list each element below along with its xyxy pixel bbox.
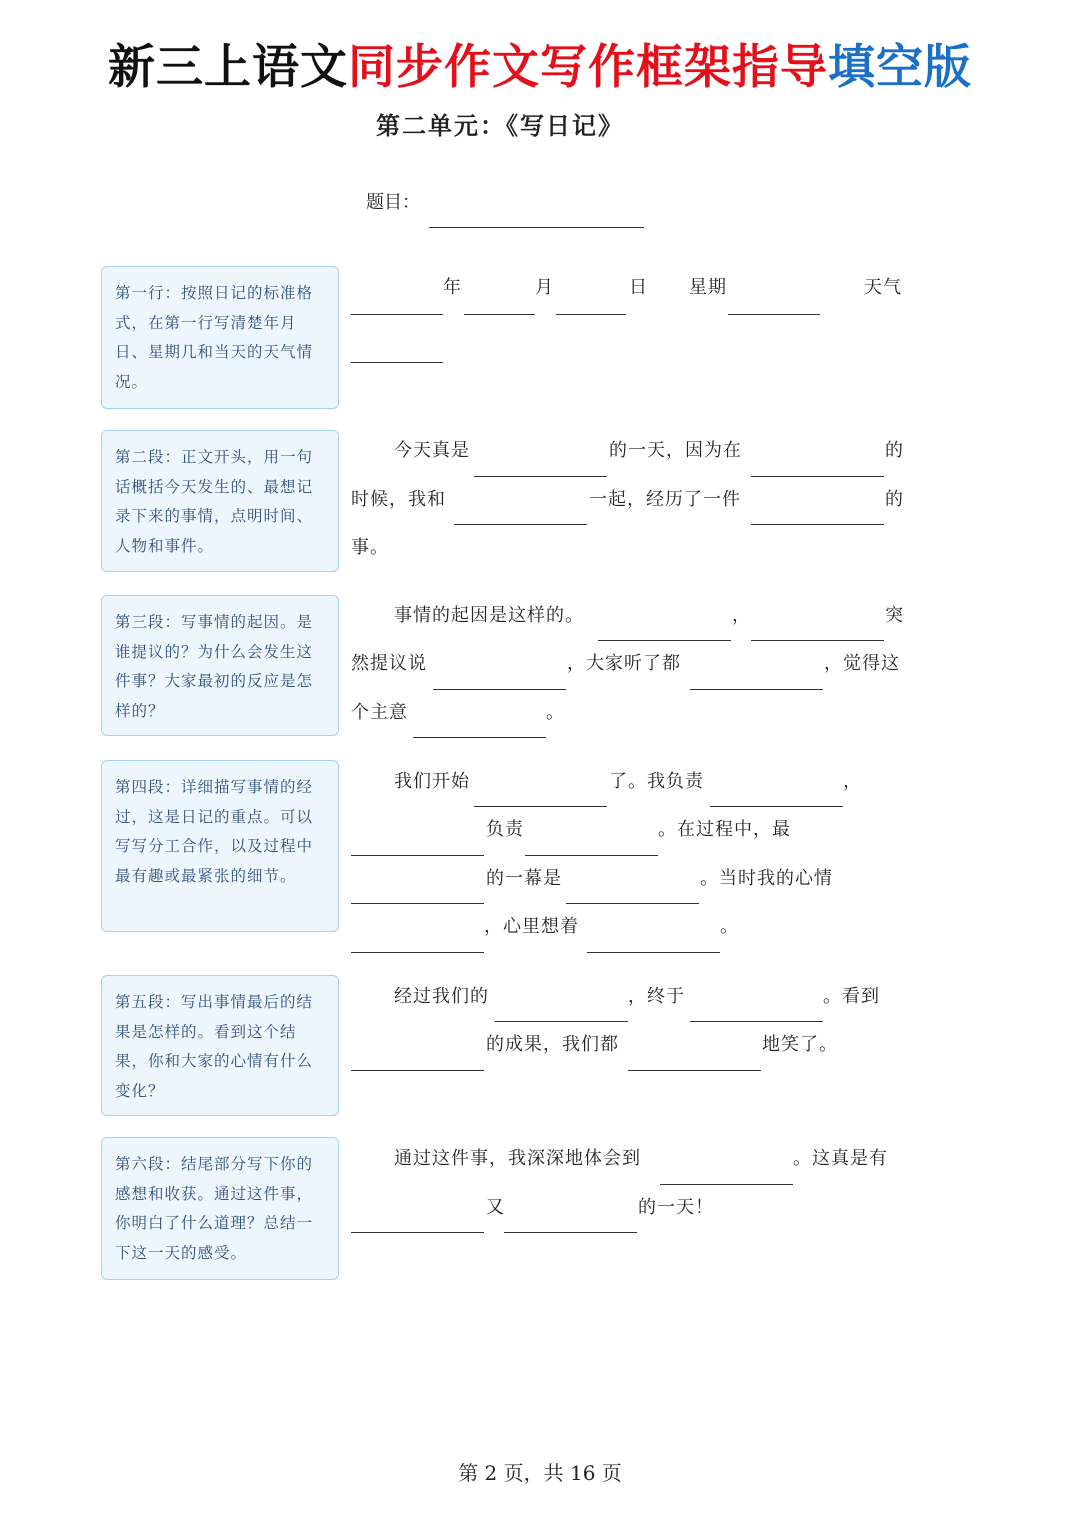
s3-blank-1[interactable] <box>598 640 731 641</box>
s4-blank-8[interactable] <box>587 952 720 953</box>
s2-text-2: 的一天，因为在 <box>609 440 742 461</box>
s5-text-3: 。看到 <box>823 986 880 1007</box>
s3-text-2: ， <box>732 605 751 626</box>
s3-blank-3[interactable] <box>433 689 566 690</box>
s6-text-2: 。这真是有 <box>793 1148 888 1169</box>
s2-blank-2[interactable] <box>751 476 884 477</box>
page-footer: 第 2 页，共 16 页 <box>458 1461 622 1485</box>
day-label: 日 <box>629 277 648 298</box>
s6-text-3: 又 <box>486 1197 505 1218</box>
s3-blank-5[interactable] <box>413 737 546 738</box>
s3-blank-4[interactable] <box>690 689 823 690</box>
guide-box-2: 第二段：正文开头，用一句话概括今天发生的、最想记录下来的事情，点明时间、人物和事件。 <box>101 430 339 572</box>
guide-box-1: 第一行：按照日记的标准格式，在第一行写清楚年月日、星期几和当天的天气情况。 <box>101 266 339 409</box>
s5-blank-3[interactable] <box>351 1070 484 1071</box>
s3-text-7: 个主意 <box>351 702 408 723</box>
s3-text-3: 突 <box>885 605 904 626</box>
s4-blank-7[interactable] <box>351 952 484 953</box>
s4-text-1: 我们开始 <box>394 771 470 792</box>
s4-blank-5[interactable] <box>351 903 484 904</box>
unit-subtitle: 第二单元：《写日记》 <box>376 111 624 140</box>
s5-text-2: ，终于 <box>628 986 685 1007</box>
s4-text-2: 了。我负责 <box>609 771 704 792</box>
s2-text-4: 时候，我和 <box>351 489 446 510</box>
s2-blank-3[interactable] <box>454 524 587 525</box>
s5-blank-2[interactable] <box>690 1021 823 1022</box>
page-header-title <box>0 36 1080 100</box>
s4-text-6: 的一幕是 <box>486 868 562 889</box>
title-part-black: 新三上语文 <box>108 40 348 95</box>
s4-text-4: 负责 <box>486 819 524 840</box>
s4-text-8: ，心里想着 <box>484 916 579 937</box>
s2-text-3: 的 <box>885 440 904 461</box>
year-label: 年 <box>443 277 462 298</box>
month-blank[interactable] <box>464 314 535 315</box>
s2-text-6: 的 <box>885 489 904 510</box>
s4-blank-6[interactable] <box>566 903 699 904</box>
s6-text-4: 的一天！ <box>638 1197 714 1218</box>
guide-box-4: 第四段：详细描写事情的经过，这是日记的重点。可以写写分工合作，以及过程中最有趣或最紧张的细节。 <box>101 760 339 932</box>
s5-blank-4[interactable] <box>628 1070 761 1071</box>
week-label: 星期 <box>689 277 727 298</box>
s4-blank-4[interactable] <box>525 855 658 856</box>
s5-text-5: 地笑了。 <box>762 1034 838 1055</box>
weather-label: 天气 <box>864 277 902 298</box>
s6-blank-2[interactable] <box>351 1232 484 1233</box>
s6-blank-3[interactable] <box>504 1232 637 1233</box>
weather-blank[interactable] <box>351 362 443 363</box>
week-blank[interactable] <box>728 314 820 315</box>
s3-blank-2[interactable] <box>751 640 884 641</box>
s4-blank-2[interactable] <box>710 806 843 807</box>
year-blank[interactable] <box>351 314 443 315</box>
title-part-red: 同步作文写作框架指导 <box>348 40 828 95</box>
s4-blank-1[interactable] <box>474 806 607 807</box>
s5-blank-1[interactable] <box>495 1021 628 1022</box>
s4-text-3: ， <box>843 771 862 792</box>
s4-blank-3[interactable] <box>351 855 484 856</box>
topic-blank[interactable] <box>429 227 644 228</box>
s3-text-6: ，觉得这 <box>824 653 900 674</box>
s4-text-7: 。当时我的心情 <box>700 868 833 889</box>
s6-blank-1[interactable] <box>660 1184 793 1185</box>
s4-text-5: 。在过程中，最 <box>658 819 791 840</box>
s3-text-8: 。 <box>546 702 565 723</box>
s5-text-4: 的成果，我们都 <box>486 1034 619 1055</box>
s6-text-1: 通过这件事，我深深地体会到 <box>394 1148 641 1169</box>
s2-text-5: 一起，经历了一件 <box>589 489 741 510</box>
title-part-blue: 填空版 <box>828 40 972 95</box>
s2-text-1: 今天真是 <box>394 440 470 461</box>
s3-text-1: 事情的起因是这样的。 <box>394 605 584 626</box>
guide-box-3: 第三段：写事情的起因。是谁提议的？为什么会发生这件事？大家最初的反应是怎样的？ <box>101 595 339 736</box>
s5-text-1: 经过我们的 <box>394 986 489 1007</box>
day-blank[interactable] <box>556 314 626 315</box>
s3-text-4: 然提议说 <box>351 653 427 674</box>
guide-box-6: 第六段：结尾部分写下你的感想和收获。通过这件事，你明白了什么道理？总结一下这一天的感受。 <box>101 1137 339 1280</box>
s4-text-9: 。 <box>720 916 739 937</box>
s2-blank-4[interactable] <box>751 524 884 525</box>
guide-box-5: 第五段：写出事情最后的结果是怎样的。看到这个结果，你和大家的心情有什么变化？ <box>101 975 339 1116</box>
month-label: 月 <box>535 277 554 298</box>
topic-label: 题目： <box>366 192 420 213</box>
s2-text-7: 事。 <box>351 537 389 558</box>
s3-text-5: ，大家听了都 <box>567 653 681 674</box>
s2-blank-1[interactable] <box>474 476 607 477</box>
